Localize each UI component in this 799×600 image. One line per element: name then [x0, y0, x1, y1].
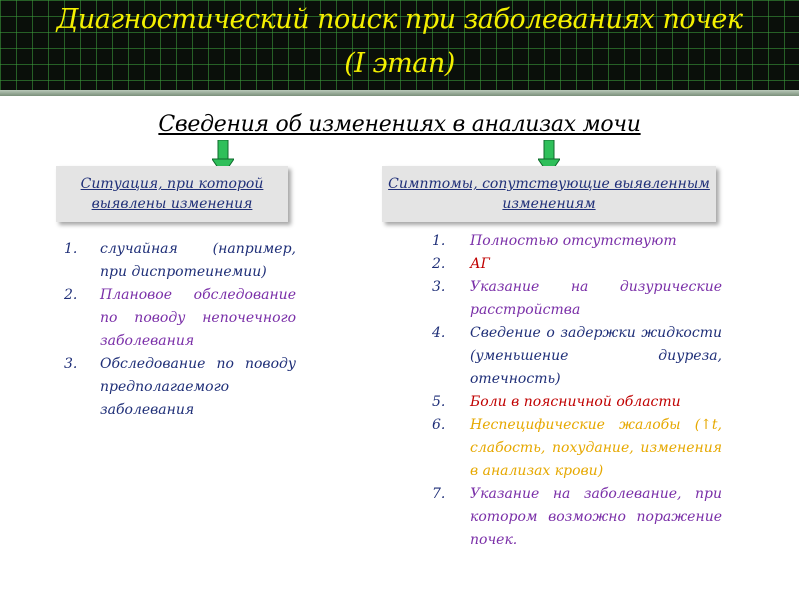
- section-subtitle: Сведения об изменениях в анализах мочи: [158, 112, 641, 137]
- list-item-text: Указание на заболевание, при котором возможно поражение почек.: [470, 486, 722, 548]
- list-item: [432, 322, 722, 391]
- list-item-text: Указание на дизурические расстройства: [470, 279, 722, 318]
- page-title: Диагностический поиск при заболеваниях почек: [56, 4, 743, 35]
- situation-box: [56, 166, 288, 222]
- list-item: [64, 238, 296, 284]
- symptoms-box-text: Симптомы, сопутствующие выявленным изменениям: [388, 176, 710, 212]
- list-item-number: 2.: [64, 287, 78, 303]
- list-item-text: АГ: [470, 256, 490, 272]
- symptoms-box: [382, 166, 716, 222]
- list-item-text: Неспецифические жалобы (↑t, слабость, похудание, изменения в анализах крови): [470, 417, 722, 479]
- list-item: [432, 276, 722, 322]
- list-item-number: 3.: [432, 279, 446, 295]
- list-item-number: 3.: [64, 356, 78, 372]
- header-divider: [0, 90, 799, 96]
- list-item-text: Полностью отсутствуют: [470, 233, 677, 249]
- symptoms-list: [432, 230, 722, 552]
- list-item-number: 2.: [432, 256, 446, 272]
- page-title-stage: (I этап): [344, 48, 455, 79]
- list-item-number: 6.: [432, 417, 446, 433]
- list-item-number: 4.: [432, 325, 446, 341]
- list-item-text: случайная (например, при диспротеинемии): [100, 241, 296, 280]
- list-item: [432, 483, 722, 552]
- situation-list: [64, 238, 296, 422]
- list-item-text: Боли в поясничной области: [470, 394, 681, 410]
- list-item-number: 1.: [64, 241, 78, 257]
- list-item: [432, 391, 722, 414]
- list-item-text: Плановое обследование по поводу непочечного заболевания: [100, 287, 296, 349]
- list-item-text: Обследование по поводу предполагаемого заболевания: [100, 356, 296, 418]
- list-item: [432, 230, 722, 253]
- list-item: [64, 353, 296, 422]
- list-item-number: 7.: [432, 486, 446, 502]
- list-item: [64, 284, 296, 353]
- list-item-number: 1.: [432, 233, 446, 249]
- list-item-number: 5.: [432, 394, 446, 410]
- list-item: [432, 414, 722, 483]
- situation-box-text: Ситуация, при которой выявлены изменения: [80, 176, 264, 212]
- list-item: [432, 253, 722, 276]
- list-item-text: Сведение о задержки жидкости (уменьшение диуреза, отечность): [470, 325, 722, 387]
